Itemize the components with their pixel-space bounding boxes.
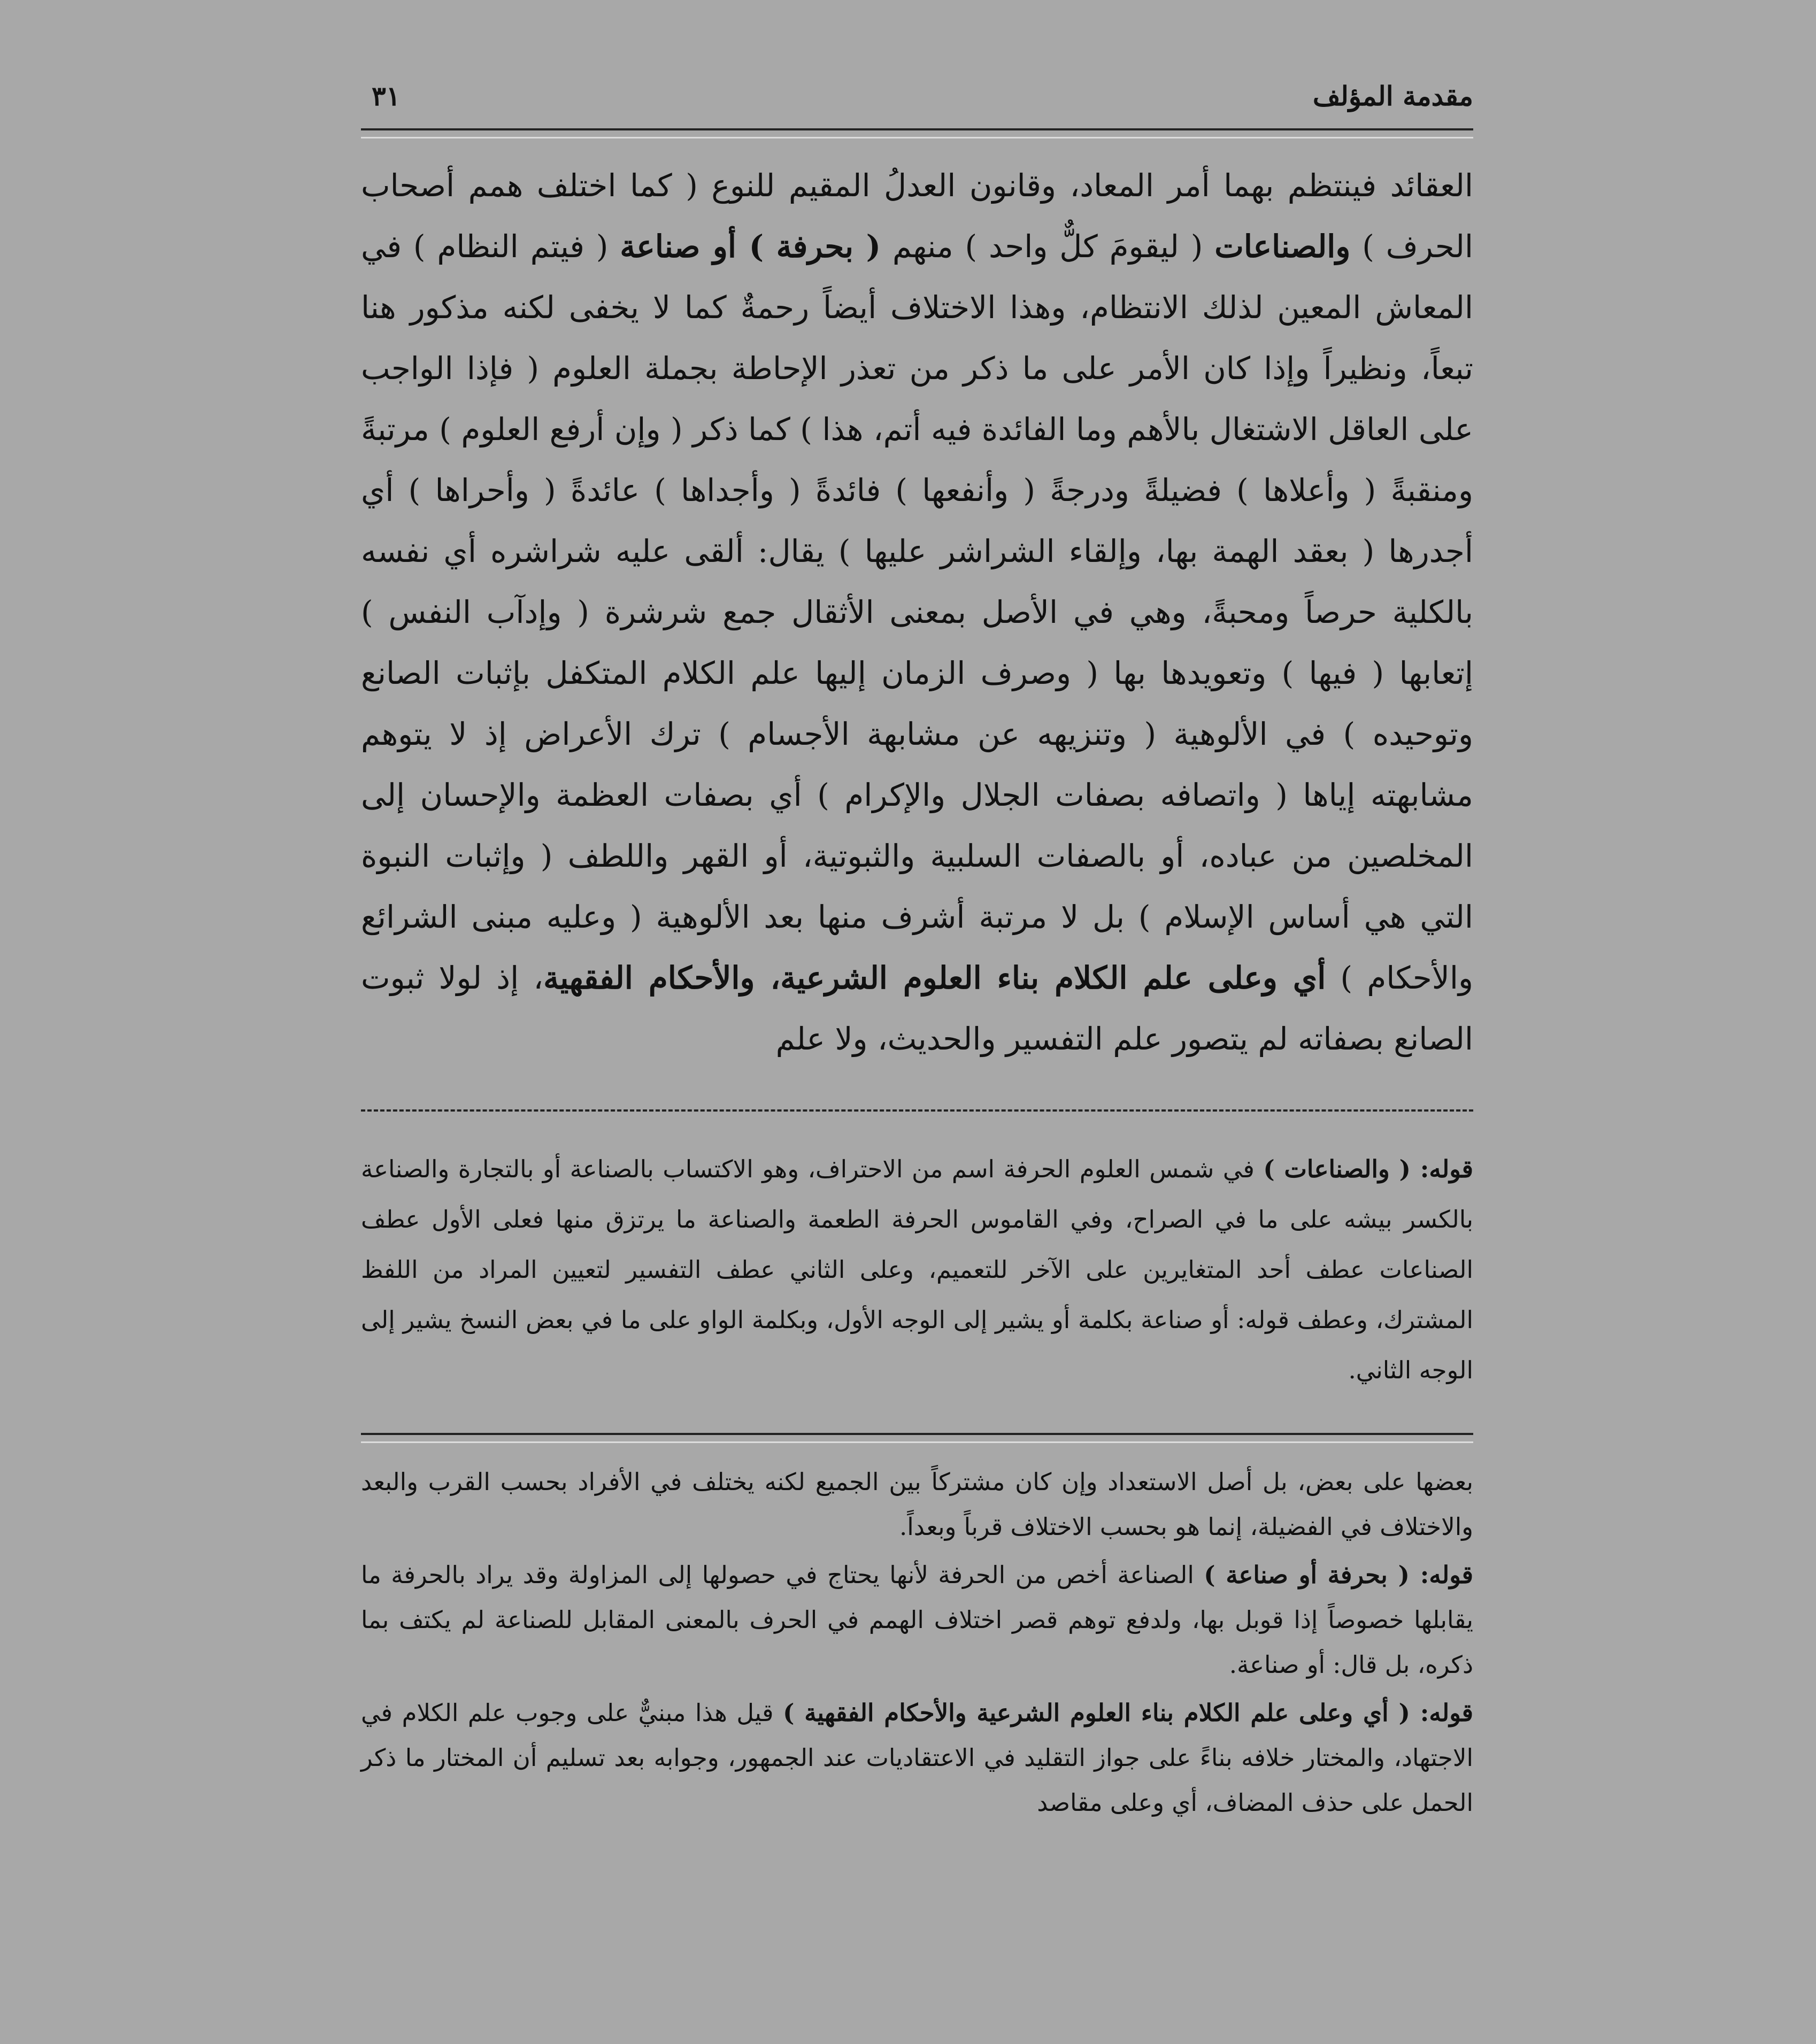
gloss-lead: قوله: ( بحرفة أو صناعة ) [1204,1561,1473,1589]
text-run: ( ليقومَ كلٌّ واحد ) منهم [881,228,1215,265]
gloss-paragraph [361,1460,1473,1549]
footnote-lead: قوله: ( والصناعات ) [1263,1155,1473,1183]
bold-run: ( بحرفة ) أو صناعة [620,228,881,265]
gloss-text: قيل هذا مبنيٌّ على وجوب علم الكلام في الاجتهاد، والمختار خلافه بناءً على جواز التقليد في الاعتقاديات عند الجمهور، وجوابه بعد تسليم أن المختار ما ذكر الحمل على حذف المضاف، أي وعلى مقاصد [361,1699,1473,1817]
text-run: ( فيتم النظام ) في المعاش المعين لذلك الانتظام، وهذا الاختلاف أيضاً رحمةٌ كما لا يخفى لكنه مذكور هنا تبعاً، ونظيراً وإذا كان الأمر على ما ذكر من تعذر الإحاطة بجملة العلوم ( فإذا الواجب على العاقل الاشتغال بالأهم وما الفائدة فيه أتم، هذا ) كما ذكر ( وإن أرفع العلوم ) مرتبةً ومنقبةً ( وأعلاها ) فضيلةً ودرجةً ( وأنفعها ) فائدةً ( وأجداها ) عائدةً ( وأحراها ) أي أجدرها ( بعقد الهمة بها، وإلقاء الشراشر عليها ) يقال: ألقى عليه شراشره أي نفسه بالكلية حرصاً ومحبةً، وهي في الأصل بمعنى الأثقال جمع شرشرة ( وإدآب النفس ) إتعابها ( فيها ) وتعويدها بها ( وصرف الزمان إليها علم الكلام المتكفل بإثبات الصانع وتوحيده ) في الألوهية ( وتنزيهه عن مشابهة الأجسام ) ترك الأعراض إذ لا يتوهم مشابهته إياها ( واتصافه بصفات الجلال والإكرام ) أي بصفات العظمة والإحسان إلى المخلصين من عباده، أو بالصفات السلبية والثبوتية، أو القهر واللطف ( وإثبات النبوة التي هي أساس الإسلام ) بل لا مرتبة أشرف منها بعد الألوهية ( وعليه مبنى الشرائع والأحكام ) [361,228,1473,996]
page-number: ٣١ [372,80,401,112]
text-run: العقائد فينتظم بهما أمر المعاد، وقانون العدلُ المقيم للنوع ( كما اختلف همم أصحاب الحرف ) [361,167,1474,265]
footnote-paragraph [361,1144,1473,1395]
header-rule [361,128,1473,130]
running-head [361,80,1473,123]
chapter-title: مقدمة المؤلف [1312,80,1473,112]
gloss-lead: قوله: ( أي وعلى علم الكلام بناء العلوم الشرعية والأحكام الفقهية ) [783,1699,1473,1727]
text-run: ، إذ لولا ثبوت الصانع بصفاته لم يتصور علم التفسير والحديث، ولا علم [361,960,1473,1057]
main-paragraph [361,155,1473,1069]
gloss-section [361,1460,1473,1829]
footnote [361,1144,1473,1395]
gloss-paragraph [361,1553,1473,1687]
book-page [361,75,1473,2000]
gloss-rule [361,1433,1473,1435]
bold-run: أي وعلى علم الكلام بناء العلوم الشرعية، والأحكام الفقهية [543,960,1326,996]
gloss-text: الصناعة أخص من الحرفة لأنها يحتاج في حصولها إلى المزاولة وقد يراد بالحرفة ما يقابلها خصوصاً إذا قوبل بها، ولدفع توهم قصر اختلاف الهمم في الحرف بالمعنى المقابل للصناعة لم يكتف بما ذكره، بل قال: أو صناعة. [361,1561,1473,1679]
footnote-text: في شمس العلوم الحرفة اسم من الاحتراف، وهو الاكتساب بالصناعة أو بالتجارة والصناعة بالكسر بيشه على ما في الصراح، وفي القاموس الحرفة الطعمة والصناعة ما يرتزق منها فعلى الأول عطف الصناعات عطف أحد المتغايرين على الآخر للتعميم، وعلى الثاني عطف التفسير لتعيين المراد من اللفظ المشترك، وعطف قوله: أو صناعة بكلمة أو يشير إلى الوجه الأول، وبكلمة الواو على ما في بعض النسخ يشير إلى الوجه الثاني. [361,1155,1473,1384]
gloss-paragraph [361,1691,1473,1825]
bold-run: والصناعات [1214,228,1351,265]
footnote-separator [361,1109,1473,1112]
gloss-text: بعضها على بعض، بل أصل الاستعداد وإن كان مشتركاً بين الجميع لكنه يختلف في الأفراد بحسب القرب والبعد والاختلاف في الفضيلة، إنما هو بحسب الاختلاف قرباً وبعداً. [361,1468,1473,1541]
main-text [361,155,1473,1069]
